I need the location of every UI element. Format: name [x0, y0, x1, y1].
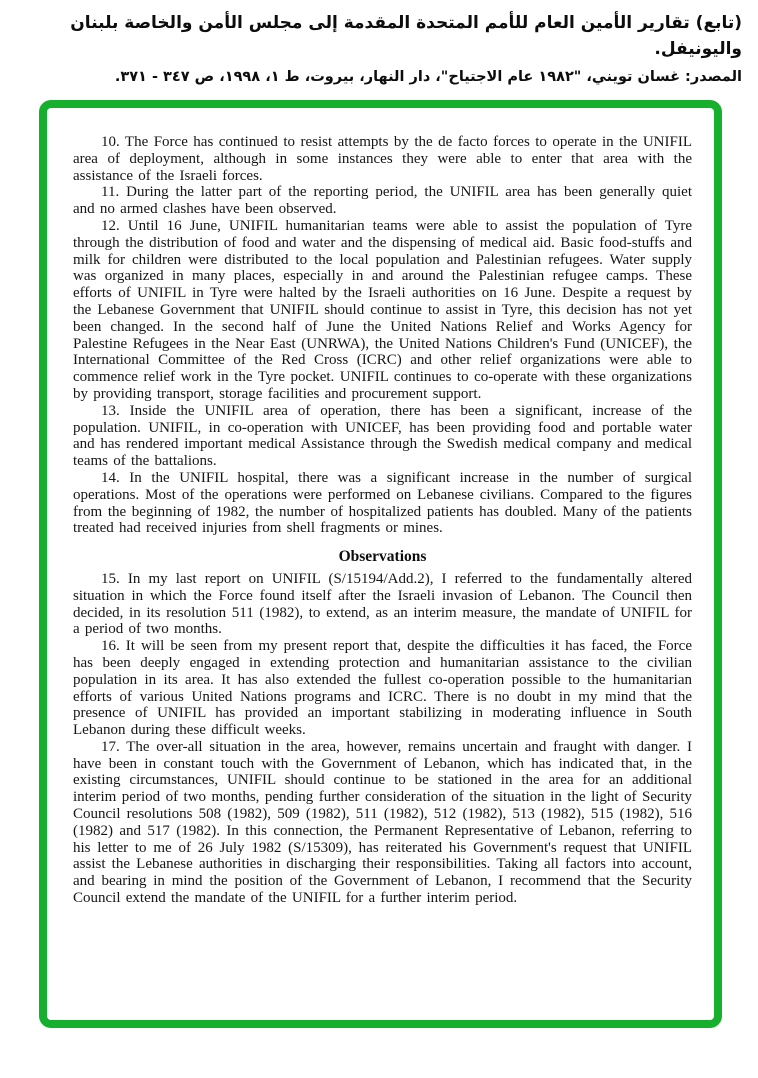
paragraph-17: 17. The over-all situation in the area, however, remains uncertain and fraught with danger. I have been in constant touch with the Government of Lebanon, which has indicated that, in the existing circumstances, UNIFIL should continue to be stationed in the area for an additional interim period of two months, pending further consideration of the situation in the light of Security Council resolutions 508 (1982), 509 (1982), 511 (1982), 512 (1982), 513 (1982), 515 (1982), 516 (1982) and 517 (1982). In this connection, the Permanent Representative of Lebanon, referring to his letter to me of 26 July 1982 (S/15309), has reiterated his Government's request that UNIFIL assist the Lebanese authorities in discharging their responsibilities. Taking all factors into account, and bearing in mind the position of the Government of Lebanon, I recommend that the Security Council extend the mandate of the UNIFIL for a further interim period.: [73, 738, 692, 907]
paragraph-10: 10. The Force has continued to resist attempts by the de facto forces to operate in the UNIFIL area of deployment, although in some instances they were able to enter that area with the assistance of the Israeli forces.: [73, 134, 692, 184]
arabic-title-line: (تابع) تقارير الأمين العام للأمم المتحدة المقدمة إلى مجلس الأمن والخاصة بلبنان واليونيفل.: [70, 13, 742, 59]
observations-heading: Observations: [338, 548, 427, 566]
document-border-box: [39, 100, 722, 1028]
paragraph-13: 13. Inside the UNIFIL area of operation, there has been a significant, increase of the population. UNIFIL, in co-operation with UNICEF, has been providing food and portable water and has rendered important medical Assistance through the Swedish medical company and medical teams of the battalions.: [73, 402, 692, 470]
paragraph-11: 11. During the latter part of the reporting period, the UNIFIL area has been generally quiet and no armed clashes have been observed.: [73, 184, 692, 218]
paragraph-16: 16. It will be seen from my present report that, despite the difficulties it has faced, the Force has been deeply engaged in extending protection and humanitarian assistance to the civilian population in its area. It has also extended the fullest co-operation possible to the humanitarian efforts of various United Nations programs and ICRC. There is no doubt in my mind that the presence of UNIFIL has provided an important stabilizing in moderating influence in South Lebanon during these difficult weeks.: [73, 638, 692, 739]
paragraph-15: 15. In my last report on UNIFIL (S/15194/Add.2), I referred to the fundamentally altered situation in which the Force found itself after the Israeli invasion of Lebanon. The Council then decided, in its resolution 511 (1982), to extend, as an interim measure, the mandate of UNIFIL for a period of two months.: [73, 570, 692, 638]
arabic-source-line: المصدر: غسان تويني، "١٩٨٢ عام الاجتياح"، دار النهار، بيروت، ط ١، ١٩٩٨، ص ٣٤٧ - ٣٧١.: [114, 69, 742, 85]
paragraph-12: 12. Until 16 June, UNIFIL humanitarian teams were able to assist the population of Tyre through the distribution of food and water and the dispensing of medical aid. Basic food-stuffs and milk for children were distributed to the local population and Palestinian refugees. Water supply was organized in many places, especially in and around the Palestinian refugee camps. These efforts of UNIFIL in Tyre were halted by the Israeli authorities on 16 June. Despite a request by the Lebanese Government that UNIFIL should continue to assist in Tyre, this decision has not yet been changed. In the second half of June the United Nations Relief and Works Agency for Palestine Refugees in the Near East (UNRWA), the United Nations Children's Fund (UNICEF), the International Committee of the Red Cross (ICRC) and other relief organizations were able to commence relief work in the Tyre pocket. UNIFIL continues to co-operate with these organizations by providing transport, storage facilities and procurement support.: [73, 217, 692, 402]
paragraph-14: 14. In the UNIFIL hospital, there was a significant increase in the number of surgical operations. Most of the operations were performed on Lebanese civilians. Compared to the figures from the beginning of 1982, the number of hospitalized patients has doubled. Many of the patients treated had received injuries from shell fragments or mines.: [73, 469, 692, 537]
arabic-header: [14, 10, 742, 89]
